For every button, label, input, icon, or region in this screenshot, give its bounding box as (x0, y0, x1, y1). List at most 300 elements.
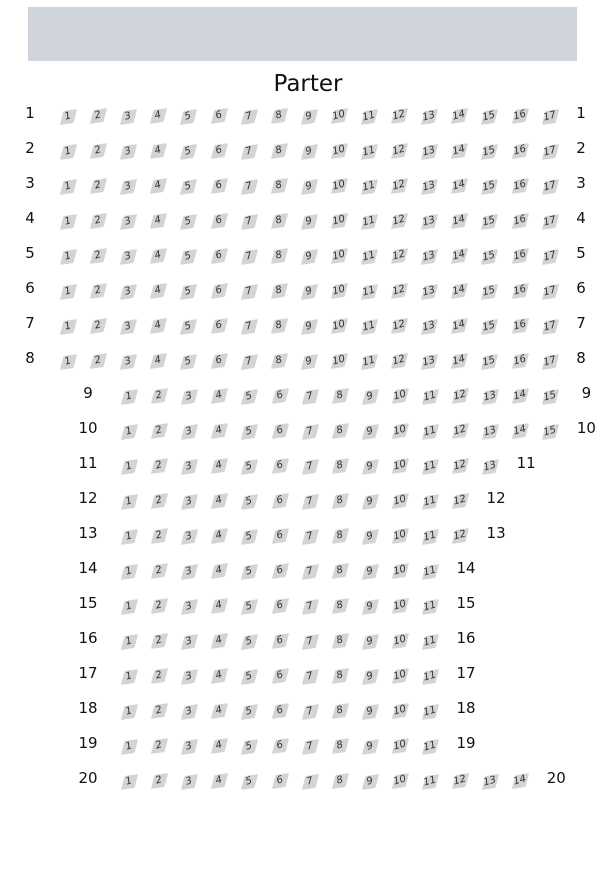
seat[interactable] (239, 282, 259, 302)
seat[interactable] (209, 491, 229, 511)
seat[interactable] (179, 387, 199, 407)
seat[interactable] (149, 771, 169, 791)
seat[interactable] (88, 281, 108, 301)
seat[interactable] (300, 667, 320, 687)
seat[interactable] (450, 491, 470, 511)
seat[interactable] (390, 491, 410, 511)
seat[interactable] (209, 421, 229, 441)
seat-number: 11 (422, 739, 438, 754)
seat[interactable] (149, 561, 169, 581)
seat[interactable] (419, 282, 439, 302)
seat[interactable] (360, 562, 380, 582)
seat[interactable] (149, 386, 169, 406)
seat[interactable] (149, 526, 169, 546)
seat[interactable] (420, 387, 440, 407)
seat[interactable] (420, 667, 440, 687)
seat[interactable] (300, 387, 320, 407)
seat[interactable] (119, 387, 139, 407)
seat[interactable] (329, 141, 349, 161)
seat[interactable] (149, 631, 169, 651)
seat[interactable] (390, 596, 410, 616)
seat[interactable] (300, 597, 320, 617)
seat[interactable] (420, 597, 440, 617)
seat[interactable] (510, 246, 530, 266)
seat[interactable] (330, 456, 350, 476)
seat[interactable] (540, 387, 560, 407)
seat[interactable] (58, 212, 78, 232)
seat[interactable] (179, 457, 199, 477)
seat[interactable] (300, 422, 320, 442)
seat-number: 4 (214, 424, 224, 437)
seat[interactable] (239, 422, 259, 442)
seat[interactable] (58, 317, 78, 337)
seat[interactable] (300, 562, 320, 582)
seat[interactable] (270, 736, 290, 756)
seat[interactable] (390, 456, 410, 476)
seat[interactable] (389, 316, 409, 336)
seat[interactable] (148, 211, 168, 231)
seat[interactable] (299, 317, 319, 337)
seat[interactable] (119, 457, 139, 477)
seat[interactable] (118, 282, 138, 302)
seat[interactable] (149, 421, 169, 441)
seat[interactable] (179, 492, 199, 512)
seat[interactable] (360, 667, 380, 687)
seat[interactable] (239, 772, 259, 792)
seat[interactable] (360, 702, 380, 722)
seat[interactable] (389, 176, 409, 196)
seat[interactable] (540, 247, 560, 267)
seat[interactable] (360, 457, 380, 477)
seat[interactable] (209, 281, 229, 301)
seat[interactable] (359, 142, 379, 162)
seat[interactable] (179, 562, 199, 582)
seat-number: 9 (365, 670, 375, 683)
seat[interactable] (510, 106, 530, 126)
seat[interactable] (270, 631, 290, 651)
seat[interactable] (510, 141, 530, 161)
seat[interactable] (118, 107, 138, 127)
seat[interactable] (510, 421, 530, 441)
seat[interactable] (209, 596, 229, 616)
seat[interactable] (239, 317, 259, 337)
seat[interactable] (360, 527, 380, 547)
seat[interactable] (209, 561, 229, 581)
seat[interactable] (239, 527, 259, 547)
seat-number: 11 (361, 144, 377, 159)
seat[interactable] (269, 316, 289, 336)
seat[interactable] (479, 177, 499, 197)
seat-number: 12 (391, 108, 407, 123)
seat[interactable] (178, 282, 198, 302)
seat[interactable] (119, 422, 139, 442)
seat[interactable] (330, 736, 350, 756)
seat[interactable] (119, 492, 139, 512)
seat[interactable] (299, 282, 319, 302)
section-title: Parter (273, 71, 343, 97)
seat[interactable] (300, 492, 320, 512)
seat[interactable] (450, 456, 470, 476)
seat[interactable] (149, 596, 169, 616)
seat[interactable] (209, 141, 229, 161)
seat[interactable] (88, 316, 108, 336)
seat[interactable] (359, 282, 379, 302)
seat[interactable] (239, 702, 259, 722)
seat[interactable] (270, 456, 290, 476)
seat-number: 2 (154, 424, 164, 437)
seat[interactable] (389, 246, 409, 266)
seat[interactable] (449, 106, 469, 126)
seat[interactable] (330, 386, 350, 406)
seat[interactable] (149, 701, 169, 721)
seat[interactable] (209, 666, 229, 686)
seat[interactable] (209, 316, 229, 336)
seat[interactable] (419, 247, 439, 267)
seat[interactable] (449, 246, 469, 266)
seat[interactable] (88, 351, 108, 371)
seat[interactable] (300, 632, 320, 652)
seat[interactable] (88, 106, 108, 126)
seat[interactable] (420, 457, 440, 477)
seat[interactable] (360, 772, 380, 792)
seat[interactable] (330, 491, 350, 511)
seat[interactable] (479, 282, 499, 302)
seat[interactable] (239, 632, 259, 652)
seat[interactable] (299, 107, 319, 127)
seat[interactable] (540, 422, 560, 442)
seat[interactable] (178, 352, 198, 372)
seat[interactable] (239, 142, 259, 162)
seat[interactable] (269, 246, 289, 266)
seat[interactable] (149, 666, 169, 686)
seat[interactable] (390, 526, 410, 546)
seat[interactable] (270, 386, 290, 406)
seat[interactable] (239, 352, 259, 372)
seat[interactable] (269, 141, 289, 161)
seat[interactable] (209, 736, 229, 756)
seat[interactable] (390, 631, 410, 651)
seat[interactable] (420, 702, 440, 722)
seat[interactable] (118, 212, 138, 232)
seat[interactable] (239, 562, 259, 582)
seat[interactable] (148, 281, 168, 301)
seat[interactable] (299, 352, 319, 372)
seat[interactable] (88, 176, 108, 196)
seat[interactable] (88, 141, 108, 161)
seat[interactable] (329, 316, 349, 336)
seat[interactable] (540, 352, 560, 372)
seat[interactable] (359, 352, 379, 372)
seat[interactable] (209, 176, 229, 196)
seat[interactable] (419, 317, 439, 337)
seat[interactable] (179, 527, 199, 547)
seat[interactable] (148, 316, 168, 336)
seat[interactable] (329, 281, 349, 301)
seat[interactable] (269, 211, 289, 231)
seat[interactable] (209, 526, 229, 546)
seat[interactable] (58, 177, 78, 197)
seat[interactable] (119, 597, 139, 617)
seat[interactable] (330, 421, 350, 441)
seat[interactable] (479, 317, 499, 337)
seat[interactable] (209, 701, 229, 721)
seat[interactable] (389, 141, 409, 161)
seat[interactable] (479, 352, 499, 372)
seat[interactable] (419, 177, 439, 197)
seat[interactable] (179, 737, 199, 757)
seat[interactable] (118, 247, 138, 267)
seat[interactable] (390, 771, 410, 791)
seat[interactable] (510, 281, 530, 301)
seat[interactable] (330, 526, 350, 546)
seat-number: 5 (244, 390, 254, 403)
seat[interactable] (118, 142, 138, 162)
seat[interactable] (329, 106, 349, 126)
seat[interactable] (209, 106, 229, 126)
seat[interactable] (270, 596, 290, 616)
seat[interactable] (329, 211, 349, 231)
seat[interactable] (239, 737, 259, 757)
seat[interactable] (88, 211, 108, 231)
seat[interactable] (330, 666, 350, 686)
seat[interactable] (540, 317, 560, 337)
seat[interactable] (239, 387, 259, 407)
seat[interactable] (420, 737, 440, 757)
seat[interactable] (58, 142, 78, 162)
seat[interactable] (479, 212, 499, 232)
seat[interactable] (449, 211, 469, 231)
seat[interactable] (179, 667, 199, 687)
seat[interactable] (360, 387, 380, 407)
seat[interactable] (330, 561, 350, 581)
seat[interactable] (178, 247, 198, 267)
seat[interactable] (148, 176, 168, 196)
seat[interactable] (450, 421, 470, 441)
seat[interactable] (209, 771, 229, 791)
seat[interactable] (450, 386, 470, 406)
seat[interactable] (420, 422, 440, 442)
seat[interactable] (119, 562, 139, 582)
seat[interactable] (420, 527, 440, 547)
seat[interactable] (390, 561, 410, 581)
seat[interactable] (299, 142, 319, 162)
seat[interactable] (270, 771, 290, 791)
seat[interactable] (479, 247, 499, 267)
seat[interactable] (360, 597, 380, 617)
seat[interactable] (300, 772, 320, 792)
seat[interactable] (178, 177, 198, 197)
row-label-left: 5 (25, 244, 35, 262)
seat[interactable] (88, 246, 108, 266)
seat[interactable] (330, 701, 350, 721)
seat[interactable] (239, 492, 259, 512)
seat[interactable] (118, 177, 138, 197)
seat[interactable] (419, 352, 439, 372)
seat[interactable] (269, 351, 289, 371)
seat[interactable] (330, 631, 350, 651)
seat[interactable] (179, 632, 199, 652)
seat[interactable] (239, 212, 259, 232)
seat[interactable] (299, 247, 319, 267)
seat[interactable] (58, 107, 78, 127)
seat[interactable] (359, 212, 379, 232)
seat[interactable] (419, 107, 439, 127)
seat-number: 9 (304, 355, 314, 368)
seat[interactable] (419, 212, 439, 232)
seat[interactable] (420, 632, 440, 652)
seat[interactable] (179, 597, 199, 617)
seat[interactable] (58, 352, 78, 372)
seat[interactable] (359, 177, 379, 197)
seat[interactable] (178, 107, 198, 127)
seat[interactable] (239, 177, 259, 197)
seat[interactable] (119, 667, 139, 687)
seat[interactable] (449, 281, 469, 301)
seat[interactable] (270, 666, 290, 686)
seat[interactable] (510, 176, 530, 196)
seat[interactable] (269, 281, 289, 301)
seat[interactable] (300, 702, 320, 722)
seat[interactable] (58, 282, 78, 302)
seat[interactable] (510, 386, 530, 406)
seat[interactable] (270, 526, 290, 546)
seat[interactable] (148, 106, 168, 126)
seat[interactable] (390, 736, 410, 756)
seat[interactable] (119, 772, 139, 792)
seat[interactable] (300, 527, 320, 547)
seat[interactable] (479, 142, 499, 162)
seat[interactable] (300, 737, 320, 757)
seat[interactable] (299, 177, 319, 197)
seat[interactable] (149, 736, 169, 756)
seat[interactable] (209, 351, 229, 371)
seat[interactable] (178, 317, 198, 337)
seat[interactable] (420, 562, 440, 582)
seat[interactable] (209, 211, 229, 231)
seat[interactable] (119, 632, 139, 652)
seat[interactable] (450, 771, 470, 791)
seat[interactable] (148, 141, 168, 161)
seat[interactable] (480, 387, 500, 407)
seat[interactable] (389, 351, 409, 371)
seat[interactable] (420, 492, 440, 512)
seat[interactable] (239, 457, 259, 477)
seat[interactable] (510, 211, 530, 231)
seat[interactable] (390, 701, 410, 721)
seat[interactable] (178, 142, 198, 162)
seat[interactable] (540, 177, 560, 197)
seat[interactable] (479, 107, 499, 127)
seat[interactable] (389, 281, 409, 301)
seat[interactable] (360, 422, 380, 442)
seat[interactable] (209, 631, 229, 651)
seat[interactable] (179, 702, 199, 722)
seat[interactable] (330, 596, 350, 616)
seat-number: 6 (213, 214, 223, 227)
seat[interactable] (510, 351, 530, 371)
seat[interactable] (300, 457, 320, 477)
seat[interactable] (480, 457, 500, 477)
seat-number: 5 (244, 775, 254, 788)
seat[interactable] (239, 247, 259, 267)
seat-number: 13 (421, 284, 437, 299)
seat[interactable] (270, 421, 290, 441)
seat[interactable] (149, 491, 169, 511)
seat[interactable] (270, 701, 290, 721)
seat[interactable] (179, 422, 199, 442)
seat[interactable] (359, 107, 379, 127)
seat[interactable] (58, 247, 78, 267)
seat[interactable] (239, 107, 259, 127)
seat[interactable] (510, 316, 530, 336)
seat[interactable] (149, 456, 169, 476)
seat[interactable] (419, 142, 439, 162)
seat[interactable] (209, 246, 229, 266)
seat[interactable] (449, 176, 469, 196)
seat[interactable] (480, 772, 500, 792)
seat[interactable] (359, 317, 379, 337)
seat[interactable] (360, 737, 380, 757)
seat[interactable] (239, 597, 259, 617)
seat-number: 16 (511, 283, 527, 298)
seat[interactable] (119, 737, 139, 757)
seat[interactable] (118, 352, 138, 372)
seat[interactable] (270, 561, 290, 581)
seat[interactable] (449, 351, 469, 371)
seat[interactable] (360, 632, 380, 652)
seat[interactable] (269, 106, 289, 126)
seat[interactable] (329, 246, 349, 266)
seat[interactable] (148, 246, 168, 266)
seat[interactable] (270, 491, 290, 511)
seat[interactable] (209, 386, 229, 406)
seat-number: 13 (421, 319, 437, 334)
seat[interactable] (329, 176, 349, 196)
seat[interactable] (390, 386, 410, 406)
seat[interactable] (239, 667, 259, 687)
seat-number: 12 (391, 318, 407, 333)
seat[interactable] (360, 492, 380, 512)
seat[interactable] (329, 351, 349, 371)
seat[interactable] (540, 142, 560, 162)
seat[interactable] (389, 211, 409, 231)
seat[interactable] (359, 247, 379, 267)
seat[interactable] (390, 421, 410, 441)
seat[interactable] (450, 526, 470, 546)
seat[interactable] (148, 351, 168, 371)
seat[interactable] (389, 106, 409, 126)
seat[interactable] (480, 422, 500, 442)
seat[interactable] (449, 316, 469, 336)
seat[interactable] (178, 212, 198, 232)
seat[interactable] (540, 107, 560, 127)
seat[interactable] (540, 212, 560, 232)
seat[interactable] (420, 772, 440, 792)
seat[interactable] (330, 771, 350, 791)
seat[interactable] (390, 666, 410, 686)
seat[interactable] (449, 141, 469, 161)
seat[interactable] (118, 317, 138, 337)
seat-number: 9 (304, 110, 314, 123)
seat[interactable] (209, 456, 229, 476)
seat[interactable] (540, 282, 560, 302)
seat[interactable] (269, 176, 289, 196)
seat[interactable] (299, 212, 319, 232)
seat[interactable] (119, 527, 139, 547)
seat[interactable] (510, 771, 530, 791)
seat[interactable] (119, 702, 139, 722)
seat[interactable] (179, 772, 199, 792)
